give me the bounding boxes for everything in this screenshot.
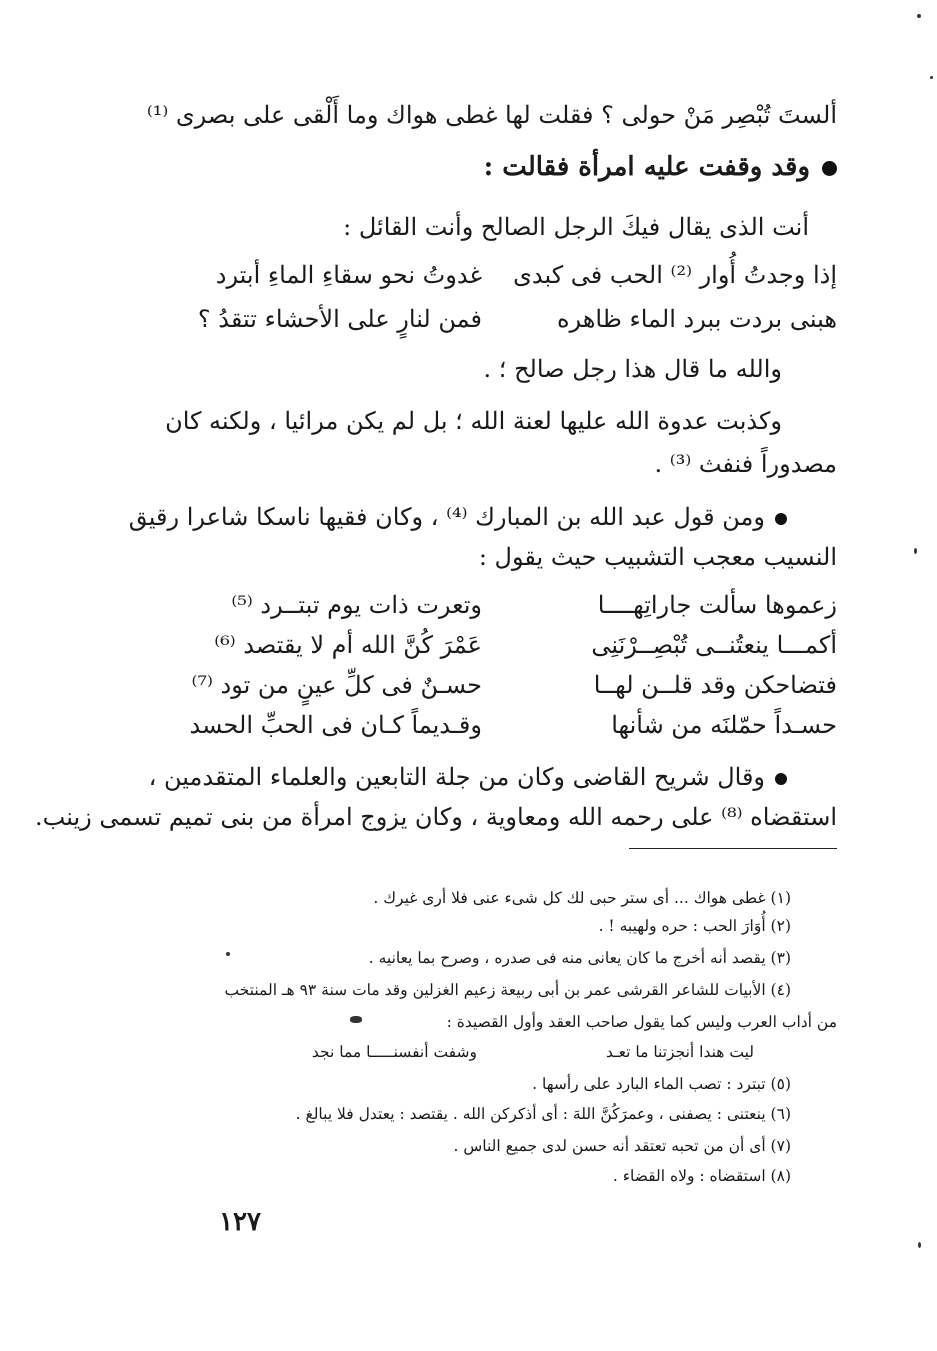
paragraph-text: مصدوراً فنفث ⁽³⁾ . bbox=[654, 450, 837, 478]
paragraph-text: وكذبت عدوة الله عليها لعنة الله ؛ بل لم يكن مرائيا ، ولكنه كان bbox=[165, 407, 782, 435]
footnote-verse-left: وشفت أنفسنـــــا مما نجد bbox=[311, 1043, 477, 1061]
paragraph-line bbox=[100, 447, 837, 481]
footnote-separator bbox=[629, 848, 837, 849]
scan-speck bbox=[918, 1242, 921, 1248]
paragraph-text: والله ما قال هذا رجل صالح ؛ . bbox=[483, 355, 782, 383]
paragraph-text: ومن قول عبد الله بن المبارك ⁽⁴⁾ ، وكان فقيها ناسكا شاعرا رقيق bbox=[128, 503, 765, 531]
paragraph-text: وقال شريح القاضى وكان من جلة التابعين والعلماء المتقدمين ، bbox=[148, 763, 765, 791]
paragraph-text: استقضاه ⁽⁸⁾ على رحمه الله ومعاوية ، وكان يزوج امرأة من بنى تميم تسمى زينب. bbox=[35, 803, 837, 831]
verse-hemistich-right: حسـداً حمّلنَه من شأنها bbox=[611, 711, 837, 739]
scan-speck bbox=[930, 76, 933, 79]
verse-hemistich-left: وتعرت ذات يوم تبتــرد ⁽⁵⁾ bbox=[231, 591, 482, 619]
paragraph-line bbox=[100, 760, 787, 794]
section-heading bbox=[100, 150, 837, 184]
paragraph-line bbox=[100, 404, 782, 438]
paragraph-line bbox=[100, 540, 837, 574]
verse-hemistich-right: فتضاحكن وقد قلــن لهــا bbox=[593, 671, 837, 699]
footnote: (٧) أى أن من تحبه تعتقد أنه حسن لدى جميع الناس . bbox=[453, 1137, 791, 1155]
paragraph-line bbox=[100, 500, 787, 534]
footnote: (٣) يقصد أنه أخرج ما كان يعانى منه فى صدره ، وصرح بما يعانيه . bbox=[368, 949, 791, 967]
verse-line-continuation bbox=[100, 98, 837, 132]
paragraph-line bbox=[100, 210, 809, 244]
verse-hemistich-right: زعموها سألت جاراتِهــــا bbox=[597, 591, 837, 619]
scan-speck bbox=[917, 14, 921, 18]
footnote: (٨) استقضاه : ولاه القضاء . bbox=[612, 1167, 791, 1185]
paragraph-line bbox=[35, 800, 837, 834]
verse-hemistich-left: غدوتُ نحو سقاءِ الماءِ أبترد bbox=[215, 261, 482, 289]
paragraph-text: أنت الذى يقال فيكَ الرجل الصالح وأنت القائل : bbox=[343, 213, 809, 241]
paragraph-line bbox=[100, 352, 782, 386]
verse-hemistich-right: إذا وجدتُ أُوار ⁽²⁾ الحب فى كبدى bbox=[513, 261, 837, 289]
scan-speck bbox=[226, 952, 230, 956]
bullet-icon bbox=[822, 161, 837, 176]
scan-speck bbox=[914, 548, 917, 554]
footnote: (٥) تبترد : تصب الماء البارد على رأسها . bbox=[532, 1075, 791, 1093]
verse-hemistich-left: وقـديماً كـان فى الحبِّ الحسد bbox=[189, 711, 482, 739]
scan-speck bbox=[350, 1016, 362, 1023]
page-number: ١٢٧ bbox=[219, 1207, 261, 1237]
footnote: (٤) الأبيات للشاعر القرشى عمر بن أبى ربيعة زعيم الغزلين وقد مات سنة ٩٣ هـ المنتخب bbox=[224, 981, 791, 999]
heading-text: وقد وقفت عليه امرأة فقالت : bbox=[483, 152, 810, 182]
verse-hemistich-left: فمن لنارٍ على الأحشاء تتقدُ ؟ bbox=[197, 305, 482, 333]
verse-hemistich-right: أكمـــا ينعتُنــى تُبْصِــرْنَنِى bbox=[591, 631, 837, 659]
verse-hemistich-left: عَمْرَ كُنَّ الله أم لا يقتصد ⁽⁶⁾ bbox=[214, 631, 482, 659]
footnote-continuation: من أداب العرب وليس كما يقول صاحب العقد وأول القصيدة : bbox=[446, 1013, 837, 1031]
paragraph-text: النسيب معجب التشبيب حيث يقول : bbox=[478, 543, 837, 571]
footnote: (٦) ينعتنى : يصفنى ، وعمرَكُنَّ اللهَ : أى أذكركن الله . يقتصد : يعتدل فلا يبالغ . bbox=[295, 1105, 791, 1123]
verse-hemistich-right: هبنى بردت ببرد الماء ظاهره bbox=[556, 305, 837, 333]
footnote: (١) غطى هواك ... أى ستر حبى لك كل شىء عنى فلا أرى غيرك . bbox=[373, 889, 791, 907]
verse-hemistich-left: حسـنٌ فى كلِّ عينٍ من تود ⁽⁷⁾ bbox=[191, 671, 482, 699]
verse-text: ألستَ تُبْصِر مَنْ حولى ؟ فقلت لها غطى هواك وما أَلْقى على بصرى ⁽¹⁾ bbox=[146, 101, 837, 129]
footnote-verse-right: ليت هندا أنجزتنا ما تعـد bbox=[605, 1043, 754, 1061]
bullet-icon bbox=[775, 513, 787, 525]
footnote: (٢) أُوَارَ الحب : حره ولهيبه ! . bbox=[598, 917, 791, 935]
bullet-icon bbox=[775, 773, 787, 785]
